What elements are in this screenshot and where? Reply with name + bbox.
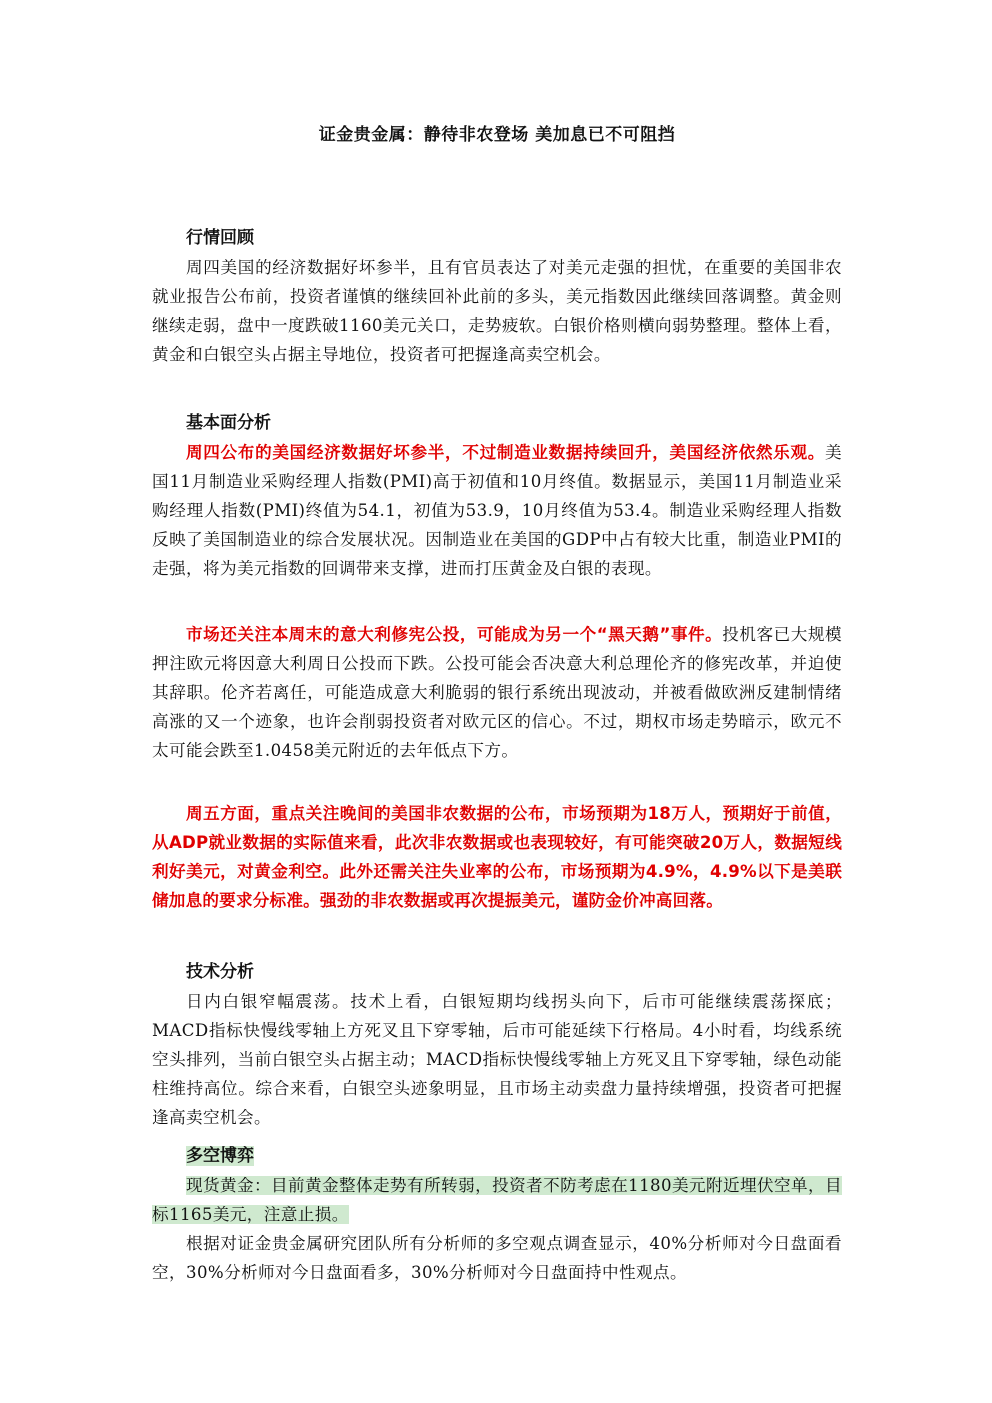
fundamental-p2-emphasis: 市场还关注本周末的意大利修宪公投，可能成为另一个“黑天鹅”事件。 [186,625,723,644]
fundamental-p1-text: 美国11月制造业采购经理人指数(PMI)高于初值和10月终值。数据显示，美国11月制造业采购经理人指数(PMI)终值为54.1，初值为53.9，10月终值为53.4。制造业采购经理人指数反映了美国制造业的综合发展状况。因制造业在美国的GDP中占有较大比重，制造业PMI的走强，将为美元指数的回调带来支撑，进而打压黄金及白银的表现。 [152,443,842,578]
section-heading-technical: 技术分析 [186,962,254,982]
technical-paragraph: 日内白银窄幅震荡。技术上看，白银短期均线拐头向下，后市可能继续震荡探底；MACD指标快慢线零轴上方死叉且下穿零轴，后市可能延续下行格局。4小时看，均线系统空头排列，当前白银空头占据主动；MACD指标快慢线零轴上方死叉且下穿零轴，绿色动能柱维持高位。综合来看，白银空头迹象明显，且市场主动卖盘力量持续增强，投资者可把握逢高卖空机会。 [152,992,842,1127]
fundamental-p2-text: 投机客已大规模押注欧元将因意大利周日公投而下跌。公投可能会否决意大利总理伦齐的修宪改革，并迫使其辞职。伦齐若离任，可能造成意大利脆弱的银行系统出现波动，并被看做欧洲反建制情绪高涨的又一个迹象，也许会削弱投资者对欧元区的信心。不过，期权市场走势暗示，欧元不太可能会跌至1.0458美元附近的去年低点下方。 [152,625,842,760]
section-market-review [152,224,842,369]
section-technical [152,958,842,1132]
section-heading-review: 行情回顾 [186,228,254,248]
fundamental-paragraph-2 [152,620,842,765]
fundamental-p1-emphasis: 周四公布的美国经济数据好坏参半，不过制造业数据持续回升，美国经济依然乐观。 [186,443,825,462]
fundamental-paragraph-3: 周五方面，重点关注晚间的美国非农数据的公布，市场预期为18万人，预期好于前值，从ADP就业数据的实际值来看，此次非农数据或也表现较好，有可能突破20万人，数据短线利好美元，对黄金利空。此外还需关注失业率的公布，市场预期为4.9%，4.9%以下是美联储加息的要求分标准。强劲的非农数据或再次提振美元，谨防金价冲高回落。 [152,804,842,910]
fundamental-paragraph-1 [152,438,842,583]
gold-strategy-highlight: 现货黄金：目前黄金整体走势有所转弱，投资者不防考虑在1180美元附近埋伏空单，目标1165美元，注意止损。 [152,1176,842,1224]
section-fundamental-nfp [152,799,842,915]
analyst-survey-paragraph: 根据对证金贵金属研究团队所有分析师的多空观点调查显示，40%分析师对今日盘面看空，30%分析师对今日盘面看多，30%分析师对今日盘面持中性观点。 [152,1234,842,1282]
section-fundamental [152,409,842,583]
long-short-highlight-paragraph [152,1171,842,1229]
section-long-short [152,1142,842,1287]
section-fundamental-italy [152,620,842,765]
long-short-heading-text: 多空博弈 [186,1146,254,1166]
review-paragraph: 周四美国的经济数据好坏参半，且有官员表达了对美元走强的担忧，在重要的美国非农就业报告公布前，投资者谨慎的继续回补此前的多头，美元指数因此继续回落调整。黄金则继续走弱，盘中一度跌破1160美元关口，走势疲软。白银价格则横向弱势整理。整体上看，黄金和白银空头占据主导地位，投资者可把握逢高卖空机会。 [152,258,842,364]
section-heading-fundamental: 基本面分析 [186,413,271,433]
section-heading-long-short [152,1142,842,1171]
document-title: 证金贵金属：静待非农登场 美加息已不可阻挡 [318,125,676,145]
